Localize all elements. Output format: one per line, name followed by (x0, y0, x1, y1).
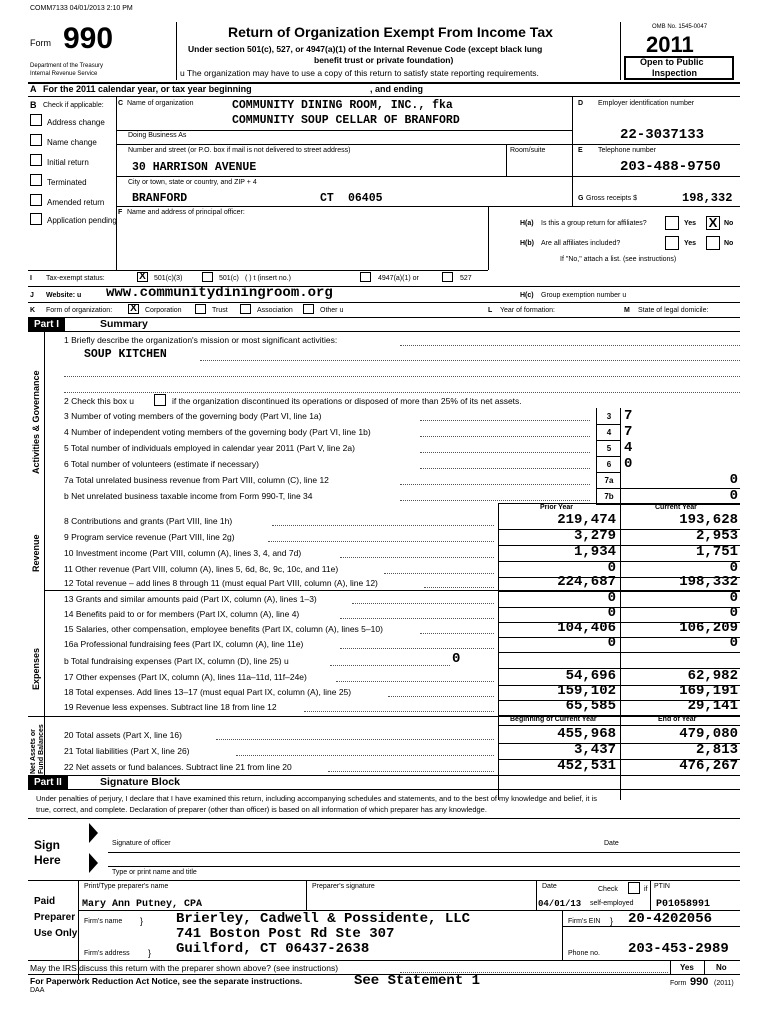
expense-line-0-prior: 0 (607, 590, 616, 606)
gov-line-6-text: 6 Total number of volunteers (estimate if necessary) (64, 459, 259, 469)
open-to-public: Open to Public (640, 57, 704, 67)
expense-total-line-1-prior: 159,102 (557, 683, 616, 699)
if-label: if (644, 886, 648, 893)
form-footer-year: (2011) (714, 980, 734, 987)
4947-checkbox[interactable] (360, 272, 371, 282)
daa-label: DAA (30, 987, 45, 994)
line-hb-text: Are all affiliates included? (541, 240, 621, 247)
terminated-checkbox[interactable] (30, 174, 42, 186)
expense-line-3-text: 16a Professional fundraising fees (Part IX, column (A), line 11e) (64, 639, 304, 649)
here-label: Here (34, 853, 61, 867)
firm-name-value: Brierley, Cadwell & Possidente, LLC (176, 911, 471, 927)
line2-checkbox[interactable] (154, 394, 166, 406)
ptin-value: P01058991 (656, 899, 711, 910)
expense-total-line-1-current: 169,191 (679, 683, 738, 699)
discuss-no-label[interactable]: No (716, 963, 727, 972)
other-org-label: Other u (320, 307, 344, 314)
expense-line-3-current: 0 (729, 635, 738, 651)
gov-line-6-rule (596, 472, 620, 473)
city-label: City or town, state or country, and ZIP + 4 (128, 179, 257, 186)
check-label: Check (598, 886, 618, 893)
zip-code: 06405 (348, 192, 383, 205)
paid-label: Paid (34, 896, 56, 907)
revenue-line-2-leader (340, 557, 494, 558)
net-assets-line-2-text: 22 Net assets or fund balances. Subtract line 21 from line 20 (64, 762, 292, 772)
expense-line-2-prior: 104,406 (557, 620, 616, 636)
line-g-text: Gross receipts $ (586, 195, 637, 202)
revenue-line-3-prior: 0 (607, 560, 616, 576)
terminated-label: Terminated (47, 178, 87, 187)
expense-line-0-leader (352, 603, 494, 604)
preparer-label: Preparer (34, 912, 76, 923)
gov-line-5-text: 5 Total number of individuals employed in calendar year 2011 (Part V, line 2a) (64, 443, 355, 453)
expense-line-0-current: 0 (729, 590, 738, 606)
501c3-label: 501(c)(3) (154, 275, 183, 282)
current-year-header: Current Year (655, 504, 697, 511)
gross-receipts-value: 198,332 (682, 191, 733, 205)
expense-line-3-leader (340, 648, 494, 649)
gov-line-3-number: 3 (606, 412, 612, 421)
side-net-assets-line1: Net Assets or (30, 729, 37, 774)
line-i-text: Tax-exempt status: (46, 275, 105, 282)
net-assets-line-2-leader (328, 771, 494, 772)
name-arrow-icon (89, 853, 98, 873)
firm-name-label: Firm's name (84, 918, 123, 925)
initial-return-label: Initial return (47, 158, 89, 167)
amended-return-label: Amended return (47, 198, 105, 207)
firm-ein-value: 20-4202056 (628, 911, 713, 927)
expense-total-line-0-leader (336, 681, 494, 682)
address-change-checkbox[interactable] (30, 114, 42, 126)
part1-title: Summary (100, 318, 148, 330)
hb-no-label: No (724, 240, 734, 247)
self-employed-label: self-employed (590, 900, 634, 907)
expense-total-line-1-text: 18 Total expenses. Add lines 13–17 (must equal Part IX, column (A), line 25) (64, 687, 352, 697)
corporation-checkbox[interactable]: X (128, 304, 139, 314)
revenue-line-4-current: 198,332 (679, 574, 738, 590)
revenue-line-3-leader (384, 573, 494, 574)
boy-header: Beginning of Current Year (510, 716, 597, 723)
sign-date-label: Date (604, 840, 619, 847)
revenue-line-4-prior: 224,687 (557, 574, 616, 590)
initial-return-checkbox[interactable] (30, 154, 42, 166)
gov-line-5-value: 4 (624, 440, 633, 456)
revenue-line-1-text: 9 Program service revenue (Part VIII, line 2g) (64, 532, 235, 542)
dept-line2: Internal Revenue Service (30, 71, 98, 77)
signature-of-officer-label: Signature of officer (112, 840, 171, 847)
comm-code: COMM7133 04/01/2013 2:10 PM (30, 5, 133, 12)
preparer-name-value: Mary Ann Putney, CPA (82, 899, 203, 910)
line-k-text: Form of organization: (46, 307, 113, 314)
form-footer-label: Form (670, 980, 687, 987)
revenue-line-1-current: 2,953 (695, 528, 738, 544)
net-assets-line-1-text: 21 Total liabilities (Part X, line 26) (64, 746, 190, 756)
gov-line-5-number: 5 (606, 444, 612, 453)
hb-yes-label: Yes (684, 240, 697, 247)
expense-line-0-text: 13 Grants and similar amounts paid (Part IX, column (A), lines 1–3) (64, 594, 317, 604)
org-name-line1: COMMUNITY DINING ROOM, INC., fka (232, 99, 453, 112)
net-assets-line-2-current: 476,267 (679, 758, 738, 774)
revenue-line-0-prior: 219,474 (557, 512, 616, 528)
eoy-header: End of Year (658, 716, 697, 723)
part2-title: Signature Block (100, 776, 180, 788)
gov-line-4-text: 4 Number of independent voting members of the governing body (Part VI, line 1b) (64, 427, 371, 437)
firm-ein-arrow: } (610, 916, 614, 926)
sign-label: Sign (34, 838, 60, 852)
form-subtitle-3: u The organization may have to use a copy of this return to satisfy state reporting requirements. (180, 68, 539, 78)
net-assets-line-1-leader (236, 755, 494, 756)
line-ha-label: H(a) (520, 220, 534, 227)
application-pending-label: Application pending (47, 216, 117, 225)
revenue-line-2-prior: 1,934 (573, 544, 616, 560)
name-change-checkbox[interactable] (30, 134, 42, 146)
state: CT (320, 192, 334, 205)
expense-line-2-leader (420, 633, 494, 634)
application-pending-checkbox[interactable] (30, 213, 42, 225)
prior-year-header: Prior Year (540, 504, 573, 511)
line-b-text: Check if applicable: (43, 102, 104, 109)
line-a-text: For the 2011 calendar year, or tax year beginning (43, 84, 252, 94)
gov-line-4-value: 7 (624, 424, 633, 440)
form-subtitle-1: Under section 501(c), 527, or 4947(a)(1) of the Internal Revenue Code (except black lung (188, 44, 543, 54)
line-l-text: Year of formation: (500, 307, 555, 314)
firm-address-label: Firm's address (84, 950, 130, 957)
gov-line-7a-leader (400, 484, 590, 485)
expense-line-3-rule (498, 652, 740, 653)
tax-year: 2011 (646, 32, 694, 57)
inspection: Inspection (652, 68, 698, 78)
use-only-label: Use Only (34, 928, 78, 939)
room-suite-label: Room/suite (510, 147, 546, 154)
side-revenue: Revenue (31, 534, 41, 572)
501c3-checkbox[interactable]: X (137, 272, 148, 282)
gov-line-7a-number: 7a (604, 476, 614, 485)
line-i-label: I (30, 275, 32, 282)
gov-line-7b-leader (400, 500, 590, 501)
form-title: Return of Organization Exempt From Income Tax (228, 24, 553, 40)
gov-line-4-rule (596, 440, 620, 441)
hb-no-checkbox[interactable] (706, 236, 720, 250)
expense-total-line-2-leader (304, 711, 494, 712)
preparer-date-value: 04/01/13 (538, 899, 582, 909)
city: BRANFORD (132, 192, 188, 205)
line-m-text: State of legal domicile: (638, 307, 709, 314)
ha-yes-checkbox[interactable] (665, 216, 679, 230)
gov-line-5-rule (596, 456, 620, 457)
trust-checkbox[interactable] (195, 304, 206, 314)
net-assets-line-1-current: 2,813 (695, 742, 738, 758)
line-b-label: B (30, 100, 37, 110)
firm-name-arrow: } (140, 916, 144, 926)
gov-line-4-number: 4 (606, 428, 612, 437)
527-label: 527 (460, 275, 472, 282)
gov-line-7b-value: 0 (729, 488, 738, 504)
line-d-text: Employer identification number (598, 100, 695, 107)
line-j-label: J (30, 292, 34, 299)
revenue-line-2-text: 10 Investment income (Part VIII, column (A), lines 3, 4, and 7d) (64, 548, 302, 558)
see-statement: See Statement 1 (354, 973, 481, 989)
gov-line-7a-text: 7a Total unrelated business revenue from Part VIII, column (C), line 12 (64, 475, 329, 485)
line-l-label: L (488, 307, 493, 314)
line-f-text: Name and address of principal officer: (127, 209, 245, 216)
ha-no-checkbox[interactable]: X (706, 216, 720, 230)
expense-line-2-current: 106,209 (679, 620, 738, 636)
ein-value: 22-3037133 (620, 127, 705, 143)
preparer-name-label: Print/Type preparer's name (84, 883, 169, 890)
firm-address-arrow: } (148, 948, 152, 958)
gov-line-3-leader (420, 420, 590, 421)
side-expenses: Expenses (31, 647, 41, 690)
part2-tag: Part II (28, 776, 68, 789)
omb-number: OMB No. 1545-0047 (652, 24, 708, 30)
name-change-label: Name change (47, 138, 97, 147)
line-f-label: F (118, 209, 123, 216)
gov-line-5-leader (420, 452, 590, 453)
firm-phone-value: 203-453-2989 (628, 941, 729, 957)
expense-total-line-0-text: 17 Other expenses (Part IX, column (A), lines 11a–11d, 11f–24e) (64, 672, 307, 682)
paperwork-notice: For Paperwork Reduction Act Notice, see the separate instructions. (30, 976, 303, 986)
line-d-label: D (578, 100, 584, 107)
501c-label: 501(c) (219, 275, 239, 282)
line-g-label: G (578, 195, 584, 202)
dba-label: Doing Business As (128, 132, 187, 139)
527-checkbox[interactable] (442, 272, 453, 282)
line16b-text: b Total fundraising expenses (Part IX, column (D), line 25) u (64, 656, 289, 666)
revenue-line-1-prior: 3,279 (573, 528, 616, 544)
discuss-question: May the IRS discuss this return with the preparer shown above? (see instructions) (30, 963, 339, 973)
expense-line-1-leader (340, 618, 494, 619)
phone-no-label: Phone no. (568, 950, 600, 957)
4947-label: 4947(a)(1) or (378, 275, 419, 282)
revenue-line-2-current: 1,751 (695, 544, 738, 560)
expense-line-3-prior: 0 (607, 635, 616, 651)
trust-label: Trust (212, 307, 228, 314)
revenue-line-3-current: 0 (729, 560, 738, 576)
revenue-line-4-text: 12 Total revenue – add lines 8 through 11 (must equal Part VIII, column (A), line 12) (64, 578, 378, 588)
revenue-line-1-leader (268, 541, 494, 542)
other-org-checkbox[interactable] (303, 304, 314, 314)
mission-value: SOUP KITCHEN (84, 348, 167, 361)
revenue-line-4-leader (424, 587, 494, 588)
net-assets-line-0-text: 20 Total assets (Part X, line 16) (64, 730, 182, 740)
line-hc-text: Group exemption number u (541, 292, 627, 299)
sign-arrow-icon (89, 823, 98, 843)
line-a-ending: , and ending (370, 84, 423, 94)
amended-return-checkbox[interactable] (30, 194, 42, 206)
gov-line-3-text: 3 Number of voting members of the governing body (Part VI, line 1a) (64, 411, 322, 421)
501c-insert: ( ) t (insert no.) (245, 275, 291, 282)
org-name-line2: COMMUNITY SOUP CELLAR OF BRANFORD (232, 114, 460, 127)
expense-line-1-prior: 0 (607, 605, 616, 621)
association-label: Association (257, 307, 293, 314)
expense-total-line-2-prior: 65,585 (565, 698, 616, 714)
expense-line-1-text: 14 Benefits paid to or for members (Part IX, column (A), line 4) (64, 609, 300, 619)
ha-yes-label: Yes (684, 220, 697, 227)
form-subtitle-2: benefit trust or private foundation) (314, 55, 454, 65)
net-assets-line-0-leader (216, 739, 494, 740)
expense-total-line-2-text: 19 Revenue less expenses. Subtract line 18 from line 12 (64, 702, 277, 712)
gov-line-6-number: 6 (606, 460, 612, 469)
gov-line-7b-number: 7b (604, 492, 614, 501)
perjury-line1: Under penalties of perjury, I declare that I have examined this return, including accompanying schedules and statements, and to the best of my knowledge and belief, it is (36, 794, 598, 803)
net-assets-line-0-prior: 455,968 (557, 726, 616, 742)
line-c-text: Name of organization (127, 100, 194, 107)
preparer-date-label: Date (542, 883, 557, 890)
officer-signature-line[interactable] (108, 852, 740, 853)
gov-line-7b-text: b Net unrelated business taxable income from Form 990-T, line 34 (64, 491, 313, 501)
part1-tag: Part I (28, 318, 65, 331)
hb-yes-checkbox[interactable] (665, 236, 679, 250)
line-a-label: A (30, 84, 37, 94)
expense-total-line-1-leader (388, 696, 494, 697)
gov-line-3-value: 7 (624, 408, 633, 424)
address-change-label: Address change (47, 118, 105, 127)
self-employed-checkbox[interactable] (628, 882, 640, 894)
corporation-label: Corporation (145, 307, 182, 314)
gov-line-3-rule (596, 424, 620, 425)
form-footer-number: 990 (690, 976, 709, 988)
form-number: 990 (63, 22, 114, 55)
line-k-label: K (30, 307, 36, 314)
website-value[interactable]: www.communitydiningroom.org (106, 285, 333, 301)
net-assets-line-1-prior: 3,437 (573, 742, 616, 758)
type-name-label: Type or print name and title (112, 869, 197, 876)
net-assets-line-0-current: 479,080 (679, 726, 738, 742)
gov-line-6-value: 0 (624, 456, 633, 472)
phone-value: 203-488-9750 (620, 159, 721, 175)
association-checkbox[interactable] (240, 304, 251, 314)
preparer-signature-label: Preparer's signature (312, 883, 375, 890)
line-hc-label: H(c) (520, 292, 534, 299)
line1-text: 1 Briefly describe the organization's mission or most significant activities: (64, 335, 338, 345)
line-j-text: Website: u (46, 292, 82, 299)
gov-line-4-leader (420, 436, 590, 437)
revenue-line-0-leader (272, 525, 494, 526)
line2-text-b: if the organization discontinued its operations or disposed of more than 25% of its net assets. (172, 396, 522, 406)
street-label: Number and street (or P.O. box if mail is not delivered to street address) (128, 147, 351, 154)
expense-total-line-0-current: 62,982 (687, 668, 738, 684)
net-assets-line-2-prior: 452,531 (557, 758, 616, 774)
revenue-line-0-text: 8 Contributions and grants (Part VIII, line 1h) (64, 516, 233, 526)
line-e-label: E (578, 147, 583, 154)
gov-line-6-leader (420, 468, 590, 469)
expense-line-2-text: 15 Salaries, other compensation, employee benefits (Part IX, column (A), lines 5–10) (64, 624, 383, 634)
revenue-line-0-current: 193,628 (679, 512, 738, 528)
firm-address-line2: Guilford, CT 06437-2638 (176, 941, 370, 957)
ptin-label: PTIN (654, 883, 670, 890)
line-c-label: C (118, 100, 124, 107)
discuss-yes-label[interactable]: Yes (680, 963, 694, 972)
expense-line-1-current: 0 (729, 605, 738, 621)
expense-total-line-0-prior: 54,696 (565, 668, 616, 684)
firm-ein-label: Firm's EIN (568, 918, 601, 925)
hb-note: If "No," attach a list. (see instructions) (560, 256, 677, 263)
form-label: Form (30, 38, 51, 48)
side-activities-governance: Activities & Governance (31, 370, 41, 474)
line2-text-a: 2 Check this box u (64, 396, 134, 406)
street-address: 30 HARRISON AVENUE (132, 161, 257, 174)
expense-total-line-2-current: 29,141 (687, 698, 738, 714)
firm-address-line1: 741 Boston Post Rd Ste 307 (176, 926, 395, 942)
line-ha-text: Is this a group return for affiliates? (541, 220, 647, 227)
revenue-line-3-text: 11 Other revenue (Part VIII, column (A), lines 5, 6d, 8c, 9c, 10c, and 11e) (64, 564, 339, 574)
line16b-value: 0 (452, 651, 461, 667)
line-m-label: M (624, 307, 630, 314)
line-e-text: Telephone number (598, 147, 656, 154)
gov-line-7a-value: 0 (729, 472, 738, 488)
ha-no-label: No (724, 220, 734, 227)
501c-checkbox[interactable] (202, 272, 213, 282)
perjury-line2: true, correct, and complete. Declaration of preparer (other than officer) is based on all information of which preparer has any knowledge. (36, 805, 487, 814)
side-net-assets-line2: Fund Balances (38, 724, 45, 774)
line-hb-label: H(b) (520, 240, 534, 247)
dept-line1: Department of the Treasury (30, 63, 104, 69)
